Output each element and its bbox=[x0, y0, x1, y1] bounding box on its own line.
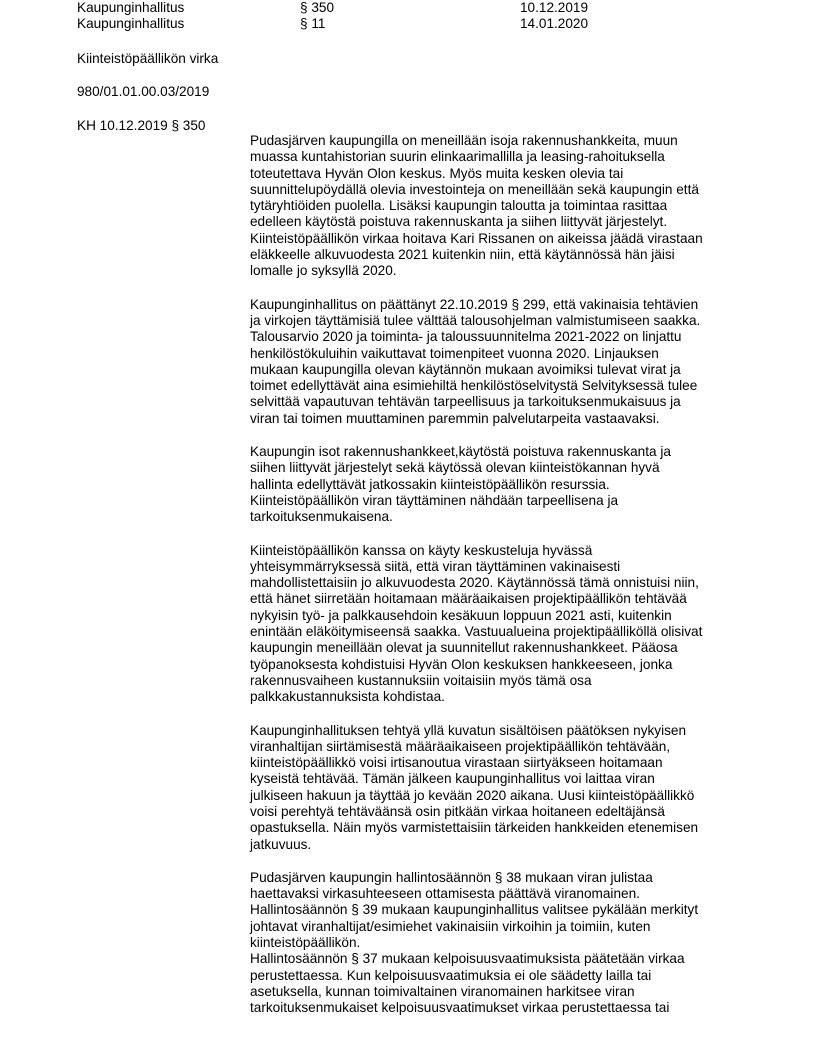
paragraph-line: suunnittelupöydällä olevia investointeja on meneillään sekä kaupungin että bbox=[250, 181, 699, 197]
paragraph-line: hallinta edellyttävät jatkossakin kiinteistöpäällikön resurssia. bbox=[250, 476, 610, 492]
paragraph-line: haettavaksi virkasuhteeseen ottamisesta päättävä viranomainen. bbox=[250, 886, 640, 902]
paragraph-line: siihen liittyvät järjestelyt sekä käytössä olevan kiinteistökannan hyvä bbox=[250, 460, 660, 476]
paragraph-line: rakennusvaiheen kustannuksiin voitaisiin myös tämä osa bbox=[250, 672, 592, 688]
paragraph-line: eläkkeelle alkuvuodesta 2021 kuitenkin niin, että käytännössä hän jäisi bbox=[250, 247, 675, 263]
paragraph-line: toimet edellyttävät aina esimiehiltä henkilöstöselvitystä Selvityksessä tulee bbox=[250, 378, 698, 394]
paragraph-line: viran tai toimen muuttaminen paremmin palvelutarpeita vastaavaksi. bbox=[250, 410, 660, 426]
paragraph-line: ja virkojen täyttämisiä tulee välttää talousohjelman valmistumiseen saakka. bbox=[250, 312, 701, 328]
header-date: 10.12.2019 bbox=[520, 0, 589, 15]
header-section: § 350 bbox=[300, 0, 335, 15]
paragraph-line: mukaan kaupungilla olevan käytännön mukaan avoimiksi tulevat virat ja bbox=[250, 361, 681, 377]
paragraph-line: henkilöstökuluihin vaikuttavat toimenpiteet vuonna 2020. Linjauksen bbox=[250, 345, 659, 361]
paragraph-line: tarkoituksenmukaisena. bbox=[250, 509, 393, 525]
paragraph-line: kiinteistöpäällikön. bbox=[250, 935, 361, 951]
paragraph-line: voisi perehtyä tehtäväänsä osin pitkään virkaa hoitaneen edeltäjänsä bbox=[250, 803, 665, 819]
paragraph-line: edelleen käytöstä poistuva rakennuskanta ja siihen liittyvät järjestelyt. bbox=[250, 214, 668, 230]
paragraph bbox=[250, 444, 750, 525]
paragraph-line: Pudasjärven kaupungin hallintosäännön § 38 mukaan viran julistaa bbox=[250, 869, 653, 885]
paragraph-line: että hänet siirretään hoitamaan määräaikaisen projektipäällikön tehtävää bbox=[250, 591, 687, 607]
paragraph-line: kiinteistöpäällikkö voisi irtisanoutua virastaan siirtyäkseen hoitamaan bbox=[250, 755, 663, 771]
header-section: § 11 bbox=[300, 16, 326, 31]
paragraph-line: muassa kuntahistorian suurin elinkaarimallilla ja leasing-rahoituksella bbox=[250, 149, 665, 165]
paragraph-line: opastuksella. Näin myös varmistettaisiin tärkeiden hankkeiden etenemisen bbox=[250, 820, 699, 836]
paragraph-line: enintään eläköitymiseensä saakka. Vastuualueina projektipäälliköllä olisivat bbox=[250, 624, 703, 640]
paragraph bbox=[250, 723, 750, 853]
paragraph-line: työpanoksesta kohdistuisi Hyvän Olon keskuksen hankkeeseen, jonka bbox=[250, 656, 673, 672]
paragraph-line: johtavat viranhaltijat/esimiehet vakinaisiin virkoihin ja toimiin, kuten bbox=[250, 918, 651, 934]
paragraph-line: Kaupunginhallituksen tehtyä yllä kuvatun sisältöisen päätöksen nykyisen bbox=[250, 722, 687, 738]
paragraph-line: viranhaltijan siirtämisestä määräaikaiseen projektipäällikön tehtävään, bbox=[250, 738, 671, 754]
paragraph-line: selvittää vapautuvan tehtävän tarpeellisuus ja tarkoituksenmukaisuus ja bbox=[250, 394, 681, 410]
document-title: Kiinteistöpäällikön virka bbox=[77, 51, 219, 66]
paragraph-line: Hallintosäännön § 37 mukaan kelpoisuusvaatimuksista päätetään virkaa bbox=[250, 951, 685, 967]
paragraph-line: Pudasjärven kaupungilla on meneillään isoja rakennushankkeita, muun bbox=[250, 133, 678, 148]
paragraph-line: yhteisymmärryksessä siitä, että viran täyttäminen vakinaisesti bbox=[250, 558, 621, 574]
paragraph-line: Hallintosäännön § 39 mukaan kaupunginhallitus valitsee pykälään merkityt bbox=[250, 902, 699, 918]
paragraph-line: julkiseen hakuun ja täyttää jo kevään 2020 aikana. Uusi kiinteistöpäällikkö bbox=[250, 787, 695, 803]
paragraph bbox=[250, 870, 750, 1017]
paragraph-line: toteutettava Hyvän Olon keskus. Myös muita kesken olevia tai bbox=[250, 165, 624, 181]
body-text bbox=[250, 133, 750, 1034]
paragraph-line: perustettaessa. Kun kelpoisuusvaatimuksia ei ole säädetty lailla tai bbox=[250, 967, 652, 983]
paragraph bbox=[250, 297, 750, 427]
paragraph-line: mahdollistettaisiin jo alkuvuodesta 2020. Käytännössä tämä onnistuisi niin, bbox=[250, 575, 699, 591]
paragraph-line: kaupungin meneillään olevat ja suunnitellut rakennushankkeet. Pääosa bbox=[250, 640, 678, 656]
meeting-reference: KH 10.12.2019 § 350 bbox=[77, 118, 206, 133]
paragraph bbox=[250, 543, 750, 706]
paragraph-line: Kiinteistöpäällikön kanssa on käyty keskusteluja hyvässä bbox=[250, 542, 593, 558]
record-number: 980/01.01.00.03/2019 bbox=[77, 84, 210, 99]
paragraph-line: Kaupunginhallitus on päättänyt 22.10.2019 § 299, että vakinaisia tehtävien bbox=[250, 296, 699, 312]
paragraph-line: Talousarvio 2020 ja toiminta- ja taloussuunnitelma 2021-2022 on linjattu bbox=[250, 329, 682, 345]
paragraph-line: Kiinteistöpäällikön virkaa hoitava Kari Rissanen on aikeissa jäädä virastaan bbox=[250, 230, 703, 246]
paragraph-line: tytäryhtiöiden puolella. Lisäksi kaupungin taloutta ja toimintaa rasittaa bbox=[250, 198, 668, 214]
paragraph-line: jatkuvuus. bbox=[250, 836, 312, 852]
header-date: 14.01.2020 bbox=[520, 16, 589, 31]
paragraph-line: kyseistä tehtävää. Tämän jälkeen kaupunginhallitus voi laittaa viran bbox=[250, 771, 655, 787]
paragraph-line: asetuksella, kunnan toimivaltainen viranomainen harkitsee viran bbox=[250, 983, 635, 999]
header-body: Kaupunginhallitus bbox=[77, 0, 185, 15]
paragraph-line: tarkoituksenmukaiset kelpoisuusvaatimukset virkaa perustettaessa tai bbox=[250, 1000, 670, 1016]
paragraph-line: Kaupungin isot rakennushankkeet,käytöstä poistuva rakennuskanta ja bbox=[250, 444, 671, 460]
paragraph-line: palkkakustannuksista kohdistaa. bbox=[250, 689, 445, 705]
paragraph-line: Kiinteistöpäällikön viran täyttäminen nähdään tarpeellisena ja bbox=[250, 492, 619, 508]
header-body: Kaupunginhallitus bbox=[77, 16, 185, 31]
paragraph-line: nykyisin työ- ja palkkausehdoin kesäkuun loppuun 2021 asti, kuitenkin bbox=[250, 607, 672, 623]
paragraph bbox=[250, 133, 750, 280]
paragraph-line: lomalle jo syksyllä 2020. bbox=[250, 263, 397, 279]
